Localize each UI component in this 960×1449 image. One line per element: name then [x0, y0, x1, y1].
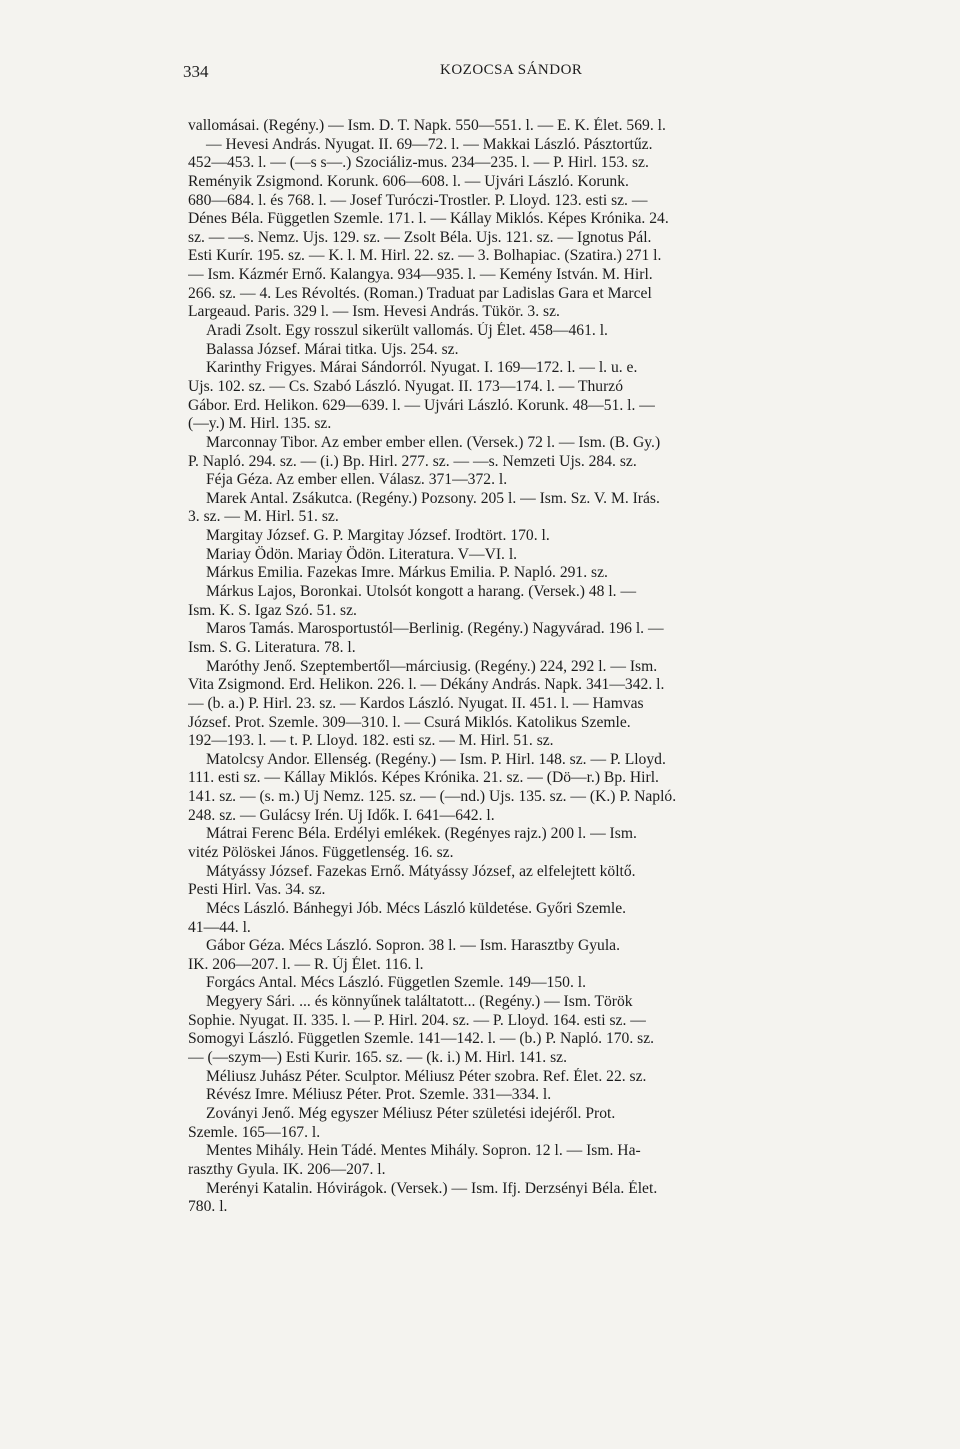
text-line: Marek Antal. Zsákutca. (Regény.) Pozsony. 205 l. — Ism. Sz. V. M. Irás.: [206, 489, 660, 507]
text-line: 680—684. l. és 768. l. — Josef Turóczi-Trostler. P. Lloyd. 123. esti sz. —: [188, 191, 648, 209]
text-line: — (—szym—) Esti Kurir. 165. sz. — (k. i.) M. Hirl. 141. sz.: [188, 1049, 567, 1067]
text-line: 452—453. l. — (—s s—.) Szociáliz-mus. 234—235. l. — P. Hirl. 153. sz.: [188, 154, 649, 172]
text-line: Mentes Mihály. Hein Tádé. Mentes Mihály. Sopron. 12 l. — Ism. Ha-: [206, 1142, 641, 1160]
text-line: Margitay József. G. P. Margitay József. Irodtört. 170. l.: [206, 527, 550, 545]
text-line: 266. sz. — 4. Les Révoltés. (Roman.) Traduat par Ladislas Gara et Marcel: [188, 284, 652, 302]
text-line: Maros Tamás. Marosportustól—Berlinig. (Regény.) Nagyvárad. 196 l. —: [206, 620, 664, 638]
text-line: Dénes Béla. Független Szemle. 171. l. — Kállay Miklós. Képes Krónika. 24.: [188, 210, 669, 228]
text-line: Zoványi Jenő. Még egyszer Méliusz Péter születési idejéről. Prot.: [206, 1104, 616, 1122]
text-line: Largeaud. Paris. 329 l. — Ism. Hevesi András. Tükör. 3. sz.: [188, 303, 560, 321]
page-number: 334: [183, 62, 209, 81]
text-line: Esti Kurír. 195. sz. — K. l. M. Hirl. 22. sz. — 3. Bolhapiac. (Szatira.) 271 l.: [188, 247, 662, 265]
text-line: IK. 206—207. l. — R. Új Élet. 116. l.: [188, 955, 424, 973]
text-line: — Hevesi András. Nyugat. II. 69—72. l. — Makkai László. Pásztortűz.: [206, 135, 653, 153]
text-line: vitéz Pölöskei János. Függetlenség. 16. sz.: [188, 843, 454, 861]
text-line: Mariay Ödön. Mariay Ödön. Literatura. V—VI. l.: [206, 545, 518, 563]
text-line: Ujs. 102. sz. — Cs. Szabó László. Nyugat. II. 173—174. l. — Thurzó: [188, 377, 623, 395]
text-line: Forgács Antal. Mécs László. Független Szemle. 149—150. l.: [206, 974, 586, 992]
text-line: Somogyi László. Független Szemle. 141—142. l. — (b.) P. Napló. 170. sz.: [188, 1030, 655, 1048]
text-line: Gábor. Erd. Helikon. 629—639. l. — Ujvári László. Korunk. 48—51. l. —: [188, 396, 655, 414]
text-line: Maróthy Jenő. Szeptembertől—márciusig. (Regény.) 224, 292 l. — Ism.: [206, 657, 658, 675]
text-line: Reményik Zsigmond. Korunk. 606—608. l. — Ujvári László. Korunk.: [188, 172, 629, 190]
text-line: Márkus Emilia. Fazekas Imre. Márkus Emilia. P. Napló. 291. sz.: [206, 564, 608, 582]
text-line: Méliusz Juhász Péter. Sculptor. Méliusz Péter szobra. Ref. Élet. 22. sz.: [206, 1067, 647, 1085]
text-line: Pesti Hirl. Vas. 34. sz.: [188, 881, 326, 899]
text-line: Szemle. 165—167. l.: [188, 1123, 321, 1141]
text-line: 141. sz. — (s. m.) Uj Nemz. 125. sz. — (—nd.) Ujs. 135. sz. — (K.) P. Napló.: [188, 788, 677, 806]
text-line: Mécs László. Bánhegyi Jób. Mécs László küldetése. Győri Szemle.: [206, 899, 627, 917]
text-line: Ism. K. S. Igaz Szó. 51. sz.: [188, 601, 357, 619]
text-line: Gábor Géza. Mécs László. Sopron. 38 l. — Ism. Harasztby Gyula.: [206, 937, 620, 955]
text-line: Ism. S. G. Literatura. 78. l.: [188, 638, 356, 656]
text-line: P. Napló. 294. sz. — (i.) Bp. Hirl. 277. sz. — —s. Nemzeti Ujs. 284. sz.: [188, 452, 637, 470]
text-line: Matolcsy Andor. Ellenség. (Regény.) — Ism. P. Hirl. 148. sz. — P. Lloyd.: [206, 750, 666, 768]
bibliography-text: [188, 117, 878, 1217]
text-line: 780. l.: [188, 1198, 228, 1216]
text-line: (—y.) M. Hirl. 135. sz.: [188, 415, 332, 433]
text-line: 192—193. l. — t. P. Lloyd. 182. esti sz. — M. Hirl. 51. sz.: [188, 732, 554, 750]
text-line: Balassa József. Márai titka. Ujs. 254. sz.: [206, 340, 459, 358]
text-line: vallomásai. (Regény.) — Ism. D. T. Napk. 550—551. l. — E. K. Élet. 569. l.: [188, 117, 666, 134]
running-head: KOZOCSA SÁNDOR: [440, 62, 583, 78]
text-line: 41—44. l.: [188, 918, 251, 936]
text-line: sz. — —s. Nemz. Ujs. 129. sz. — Zsolt Béla. Ujs. 121. sz. — Ignotus Pál.: [188, 228, 652, 246]
text-line: — Ism. Kázmér Ernő. Kalangya. 934—935. l. — Kemény István. M. Hirl.: [188, 266, 653, 284]
text-line: Mátrai Ferenc Béla. Erdélyi emlékek. (Regényes rajz.) 200 l. — Ism.: [206, 825, 637, 843]
text-line: Révész Imre. Méliusz Péter. Prot. Szemle. 331—334. l.: [206, 1086, 552, 1104]
text-line: Sophie. Nyugat. II. 335. l. — P. Hirl. 204. sz. — P. Lloyd. 164. esti sz. —: [188, 1011, 646, 1029]
page-header: [0, 62, 960, 86]
text-line: Megyery Sári. ... és könnyűnek találtatott... (Regény.) — Ism. Török: [206, 993, 633, 1011]
text-line: Féja Géza. Az ember ellen. Válasz. 371—372. l.: [206, 471, 508, 489]
text-line: 248. sz. — Gulácsy Irén. Uj Idők. I. 641—642. l.: [188, 806, 495, 824]
text-line: 111. esti sz. — Kállay Miklós. Képes Krónika. 21. sz. — (Dö—r.) Bp. Hirl.: [188, 769, 659, 787]
text-line: Marconnay Tibor. Az ember ember ellen. (Versek.) 72 l. — Ism. (B. Gy.): [206, 433, 661, 451]
text-line: Karinthy Frigyes. Márai Sándorról. Nyugat. I. 169—172. l. — l. u. e.: [206, 359, 638, 377]
text-line: Vita Zsigmond. Erd. Helikon. 226. l. — Dékány András. Napk. 341—342. l.: [188, 676, 665, 694]
text-line: Aradi Zsolt. Egy rosszul sikerült vallomás. Új Élet. 458—461. l.: [206, 322, 608, 340]
text-line: Mátyássy József. Fazekas Ernő. Mátyássy József, az elfelejtett költő.: [206, 862, 636, 880]
text-line: 3. sz. — M. Hirl. 51. sz.: [188, 508, 339, 526]
text-line: Merényi Katalin. Hóvirágok. (Versek.) — Ism. Ifj. Derzsényi Béla. Élet.: [206, 1179, 658, 1197]
text-line: — (b. a.) P. Hirl. 23. sz. — Kardos László. Nyugat. II. 451. l. — Hamvas: [188, 694, 644, 712]
text-line: József. Prot. Szemle. 309—310. l. — Csurá Miklós. Katolikus Szemle.: [188, 713, 631, 731]
text-line: Márkus Lajos, Boronkai. Utolsót kongott a harang. (Versek.) 48 l. —: [206, 583, 637, 601]
text-line: raszthy Gyula. IK. 206—207. l.: [188, 1160, 386, 1178]
